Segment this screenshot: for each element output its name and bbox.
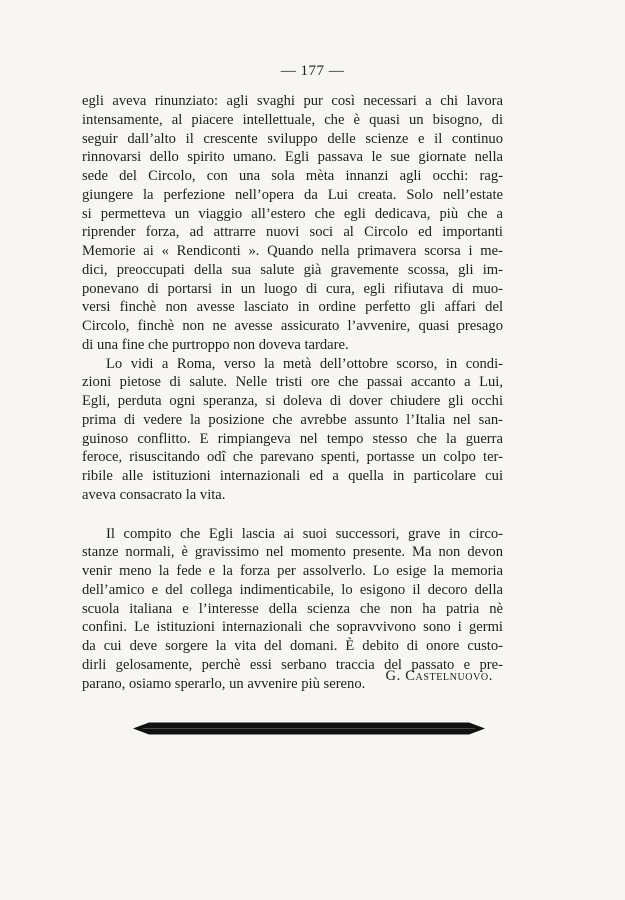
text-line: dell’amico e del collega indimenticabile, lo esigono il decoro della <box>82 581 503 598</box>
text-line: Circolo, finchè non ne avesse assicurato l’avvenire, quasi presago <box>82 318 503 334</box>
text-line: ponevano di portarsi in un luogo di cura, egli rifiutava di muo- <box>82 280 503 297</box>
text-line: Egli, perduta ogni speranza, si doleva di dover chiudere gli occhi <box>82 393 503 409</box>
text-line: scuola italiana e l’interesse della scienza che non ha patria nè <box>82 600 503 617</box>
text-line: prima di vedere la posizione che avrebbe assunto l’Italia nel san- <box>82 411 503 428</box>
text-line: parano, osiamo sperarlo, un avvenire più sereno. <box>82 675 366 692</box>
text-line: stanze normali, è gravissimo nel momento presente. Ma non devon <box>82 544 503 561</box>
text-line: guinoso conflitto. E rimpiangeva nel tempo stesso che la guerra <box>82 430 503 447</box>
text-line: zioni pietose di salute. Nelle tristi ore che passai accanto a Lui, <box>82 374 503 391</box>
text-line: dici, preoccupati della sua salute già gravemente scossa, gli im- <box>82 261 503 278</box>
text-line: Memorie ai « Rendiconti ». Quando nella primavera scorsa i me- <box>82 243 503 259</box>
body-text <box>82 92 503 693</box>
text-line: Lo vidi a Roma, verso la metà dell’ottobre scorso, in condi- <box>106 355 503 372</box>
text-line: di una fine che purtroppo non doveva tardare. <box>82 336 349 353</box>
author-surname: Castelnuovo. <box>405 668 493 684</box>
text-line: intensamente, al piacere intellettuale, che è quasi un bisogno, di <box>82 111 503 128</box>
paragraph-gap <box>82 505 503 525</box>
text-line: riprender forza, ad attrarre nuovi soci al Circolo ed importanti <box>82 224 503 241</box>
text-line: dirli gelosamente, perchè essi serbano traccia del passato e pre- <box>82 656 503 673</box>
text-line: rinnovarsi dello spirito umano. Egli passava le sue giornate nella <box>82 149 503 166</box>
paragraph-1 <box>82 92 503 355</box>
text-line: ribile alle istituzioni internazionali ed a quella in particolare cui <box>82 468 503 484</box>
text-line: da cui deve sorgere la vita del domani. È debito di onore custo- <box>82 638 503 654</box>
author-signature <box>386 668 493 685</box>
text-line: si permetteva un viaggio all’estero che egli dedicava, più che a <box>82 205 503 222</box>
text-line: venir meno la fede e la forza per assolverlo. Lo esige la memoria <box>82 563 503 579</box>
text-line: versi finchè non avesse lasciato in ordine perfetto gli affari del <box>82 299 503 316</box>
text-line: giungere la perfezione nell’opera da Lui creata. Solo nell’estate <box>82 186 503 203</box>
text-line: sede del Circolo, con una sola mèta innanzi agli occhi: rag- <box>82 168 503 184</box>
text-line: egli aveva rinunziato: agli svaghi pur così necessari a chi lavora <box>82 93 503 109</box>
author-initial: G. <box>385 668 401 684</box>
text-line: confini. Le istituzioni internazionali che sopravvivono sono i germi <box>82 619 503 636</box>
text-line: feroce, risuscitando odî che parevano spenti, portasse un colpo ter- <box>82 449 503 466</box>
ornamental-rule <box>133 722 485 735</box>
text-line: Il compito che Egli lascia ai suoi successori, grave in circo- <box>106 525 503 542</box>
text-line: seguir dall’alto il crescente sviluppo delle scienze e il continuo <box>82 130 503 147</box>
page-number: — 177 — <box>280 63 345 79</box>
paragraph-2 <box>82 355 503 505</box>
text-line: aveva consacrato la vita. <box>82 486 226 503</box>
